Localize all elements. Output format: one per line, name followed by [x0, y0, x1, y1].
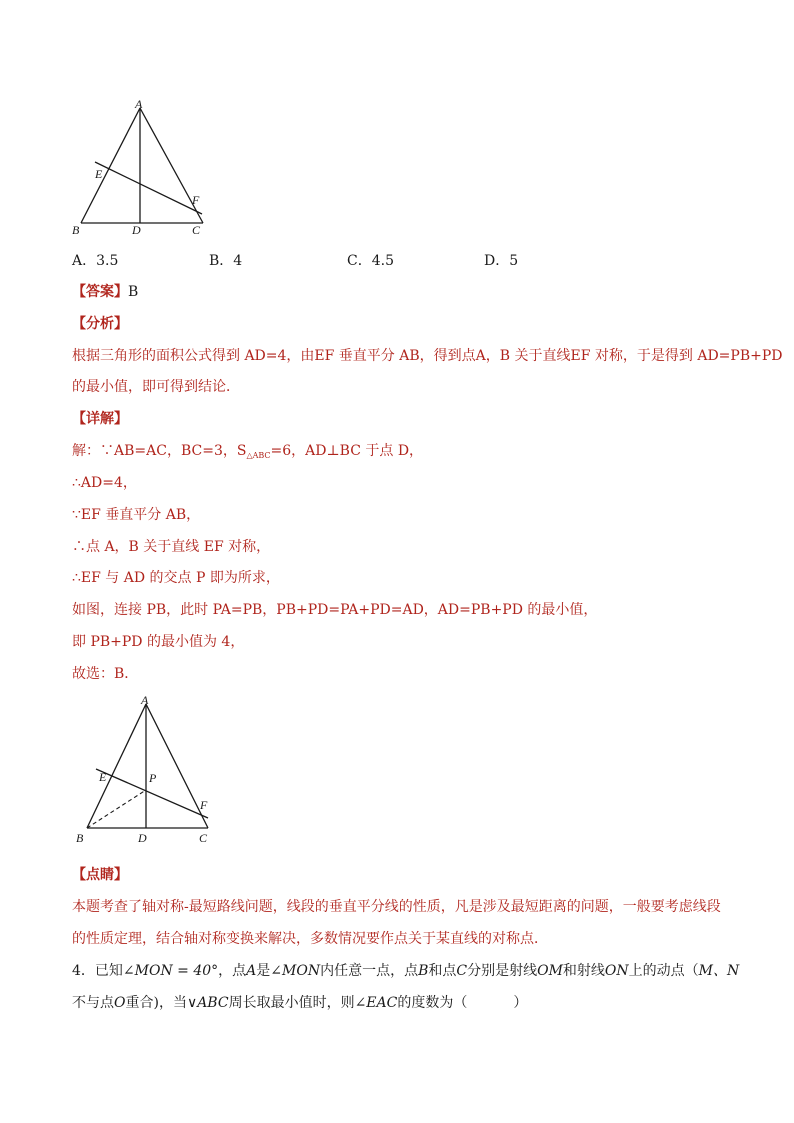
question-4-line-2: 不与点O重合)，当∨ABC周长取最小值时，则∠EAC的度数为（ ） [72, 995, 528, 1011]
label-d: D [132, 223, 141, 237]
detail-line-6: 如图，连接 PB，此时 PA=PB，PB+PD=PA+PD=AD，AD=PB+PD 的最小值， [72, 602, 598, 618]
label-e: E [99, 770, 107, 784]
label-b: B [76, 831, 84, 845]
comment-line-1: 本题考查了轴对称-最短路线问题，线段的垂直平分线的性质，凡是涉及最短距离的问题，一般要考虑线段 [72, 899, 721, 915]
choice-d[interactable]: D．5 [484, 253, 519, 269]
side-ac [146, 704, 208, 828]
detail-line-5: ∴EF 与 AD 的交点 P 即为所求， [72, 570, 280, 586]
choice-row [72, 250, 732, 270]
figure-triangle-1 [68, 96, 218, 238]
side-ab [81, 108, 140, 223]
detail-tag: 【详解】 [72, 411, 128, 427]
angle-mon-value: ∠MON = 40° [122, 963, 219, 979]
label-a: A [141, 693, 149, 707]
detail-line-8: 故选：B． [72, 666, 139, 682]
label-c: C [192, 223, 201, 237]
analysis-line-1: 根据三角形的面积公式得到 AD=4，由EF 垂直平分 AB，得到点A，B 关于直线EF 对称，于是得到 AD=PB+PD [72, 348, 783, 364]
answer-line [72, 282, 138, 302]
label-b: B [72, 223, 80, 237]
question-4-line-1: 4．已知∠MON = 40°，点A是∠MON内任意一点，点B和点C分别是射线OM和射线ON上的动点（M、N [72, 963, 740, 979]
line-ef [95, 162, 202, 214]
detail-line-3: ∵EF 垂直平分 AB， [72, 507, 201, 523]
label-f: F [192, 193, 200, 207]
side-ab [87, 704, 146, 828]
detail-line-7: 即 PB+PD 的最小值为 4， [72, 634, 245, 650]
choice-c[interactable]: C．4.5 [347, 253, 394, 269]
detail-line-2: ∴AD=4， [72, 475, 137, 491]
detail-line-4: ∴点 A，B 关于直线 EF 对称， [72, 539, 271, 555]
comment-tag: 【点睛】 [72, 867, 128, 883]
answer-value: B [128, 284, 139, 300]
detail-line-1: 解：∵AB=AC，BC=3，$S_{\triangle ABC}=6$，AD⊥BC 于点 D， [72, 443, 424, 460]
label-e: E [95, 167, 103, 181]
analysis-line-2: 的最小值，即可得到结论． [72, 379, 240, 395]
label-p: P [149, 771, 157, 785]
analysis-tag: 【分析】 [72, 316, 128, 332]
label-d: D [138, 831, 147, 845]
label-f: F [200, 798, 208, 812]
answer-tag: 【答案】 [72, 284, 128, 300]
choice-a[interactable]: A．3.5 [72, 253, 119, 269]
label-c: C [199, 831, 208, 845]
label-a: A [135, 97, 143, 111]
comment-line-2: 的性质定理，结合轴对称变换来解决，多数情况要作点关于某直线的对称点． [72, 931, 548, 947]
choice-b[interactable]: B．4 [209, 253, 243, 269]
figure-triangle-2 [70, 690, 220, 846]
